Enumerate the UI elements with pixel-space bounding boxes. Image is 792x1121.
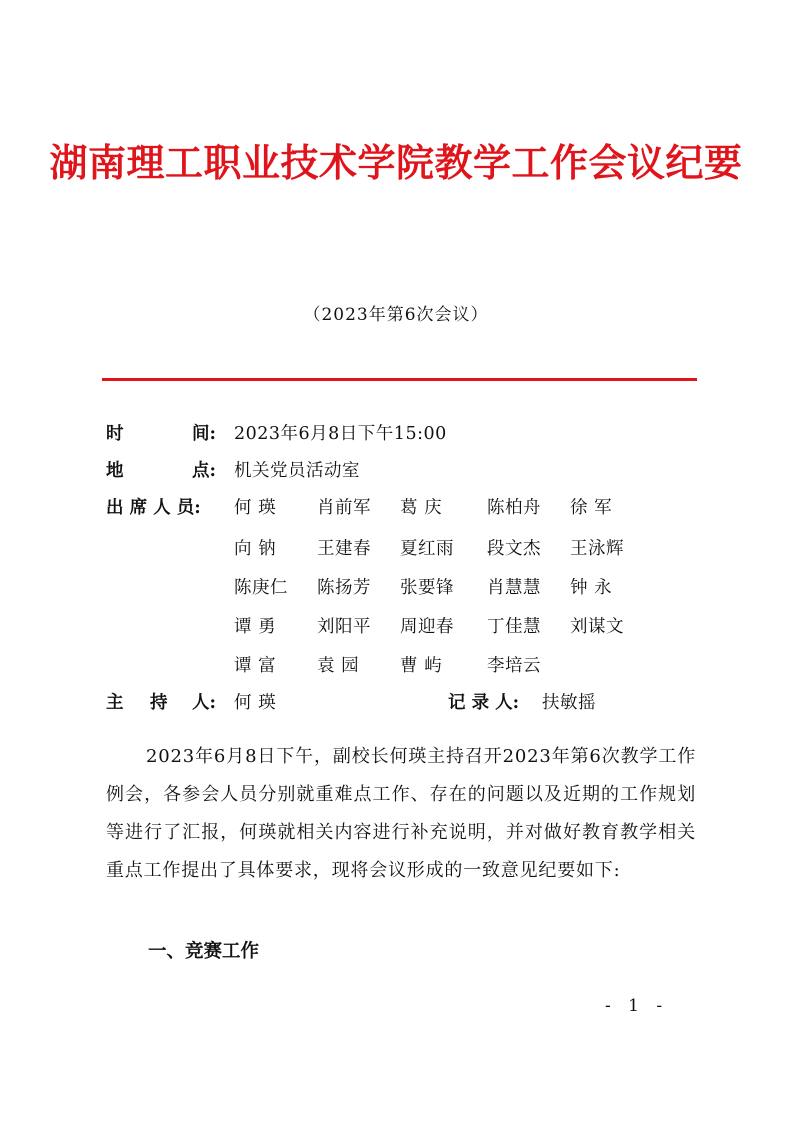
attendee-name: 肖前军 [317,498,371,518]
attendee-name: 张要锋 [400,578,454,598]
document-title: 湖南理工职业技术学院教学工作会议纪要 [49,140,743,185]
body-paragraph: 2023年6月8日下午，副校长何瑛主持召开2023年第6次教学工作例会，各参会人员分别就重难点工作、存在的问题以及近期的工作规划等进行了汇报，何瑛就相关内容进行补充说明，并对做好教育教学相关重点工作提出了具体要求，现将会议形成的一致意见纪要如下: [106,746,696,881]
host-label-1: 主 [106,693,124,713]
attendee-name: 徐 军 [570,498,613,518]
attendee-name: 袁 园 [317,656,360,676]
section-heading: 一、竞赛工作 [148,941,260,962]
place-label-2: 点: [192,461,216,481]
attendee-name: 丁佳慧 [487,617,541,637]
attendee-name: 曹 屿 [400,656,443,676]
attendee-name: 向 钠 [234,539,277,559]
attendee-name: 陈庚仁 [234,578,288,598]
attendee-name: 陈扬芳 [317,578,371,598]
recorder-label: 记 录 人: [448,693,520,713]
attendee-name: 夏红雨 [400,539,454,559]
place-label-1: 地 [106,461,124,481]
attendee-name: 葛 庆 [400,498,443,518]
attendee-name: 王泳辉 [570,539,624,559]
place-value: 机关党员活动室 [234,461,360,481]
attendee-name: 周迎春 [400,617,454,637]
page-number: - 1 - [605,996,669,1016]
attendee-name: 刘阳平 [317,617,371,637]
attendee-name: 李培云 [487,656,541,676]
attendee-name: 何 瑛 [234,498,277,518]
attendee-name: 王建春 [317,539,371,559]
host-label-3: 人: [192,693,216,713]
time-label-2: 间: [192,424,216,444]
attendee-name: 钟 永 [570,578,613,598]
host-label-2: 持 [150,693,168,713]
host-value: 何 瑛 [234,693,277,713]
time-label-1: 时 [106,424,124,444]
attendee-name: 陈柏舟 [487,498,541,518]
attendees-label: 出 席 人 员: [106,498,201,518]
attendee-name: 肖慧慧 [487,578,541,598]
attendee-name: 刘谋文 [570,617,624,637]
recorder-value: 扶敏摇 [542,693,596,713]
meeting-number: （2023年第6次会议） [303,305,489,325]
time-value: 2023年6月8日下午15:00 [234,424,447,444]
attendee-name: 段文杰 [487,539,541,559]
attendee-name: 谭 勇 [234,617,277,637]
red-divider-line [102,378,697,381]
attendee-name: 谭 富 [234,656,277,676]
